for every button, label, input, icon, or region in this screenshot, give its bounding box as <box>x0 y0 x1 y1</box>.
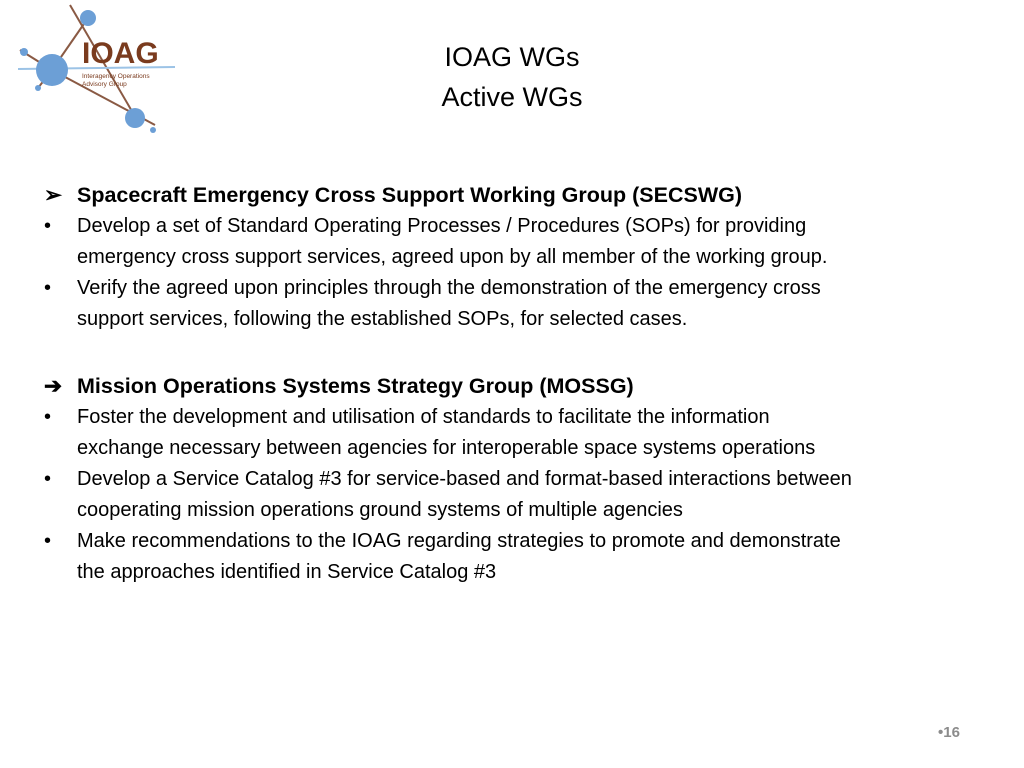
section-mossg <box>44 371 852 588</box>
slide-subtitle: Active WGs <box>441 82 583 112</box>
list-item-text: exchange necessary between agencies for interoperable space systems operations <box>77 437 816 459</box>
list-item <box>44 242 827 273</box>
page-number: •16 <box>938 724 960 741</box>
bullet: • <box>44 406 52 428</box>
list-item-text: Develop a set of Standard Operating Processes / Procedures (SOPs) for providing <box>77 215 807 237</box>
list-item-text: Make recommendations to the IOAG regarding strategies to promote and demonstrate <box>77 530 841 552</box>
list-item-text: Verify the agreed upon principles through the demonstration of the emergency cross <box>77 277 821 299</box>
list-item-text: emergency cross support services, agreed upon by all member of the working group. <box>77 246 828 268</box>
list-item <box>44 304 827 335</box>
list-item <box>44 402 852 433</box>
list-item <box>44 211 827 242</box>
list-item-text: Foster the development and utilisation of standards to facilitate the information <box>77 406 770 428</box>
bullet: • <box>44 215 52 237</box>
arrow-right-icon: ➔ <box>44 374 63 398</box>
list-item <box>44 464 852 495</box>
list-item <box>44 495 852 526</box>
svg-text:Advisory Group: Advisory Group <box>82 81 127 88</box>
svg-text:Interagency Operations: Interagency Operations <box>82 73 150 80</box>
list-item <box>44 526 852 557</box>
section-heading <box>44 180 827 211</box>
list-item-text: cooperating mission operations ground systems of multiple agencies <box>77 499 683 521</box>
bullet: • <box>44 277 52 299</box>
list-item-text: support services, following the established SOPs, for selected cases. <box>77 308 688 330</box>
bullet: • <box>44 530 52 552</box>
slide-title: IOAG WGs <box>444 42 580 72</box>
list-item <box>44 433 852 464</box>
svg-text:IOAG: IOAG <box>82 37 159 70</box>
list-item-text: the approaches identified in Service Catalog #3 <box>77 561 497 583</box>
arrowhead-bullet-icon: ➢ <box>44 183 63 207</box>
section-heading <box>44 371 852 402</box>
list-item <box>44 273 827 304</box>
heading-text: Spacecraft Emergency Cross Support Working Group (SECSWG) <box>77 183 743 207</box>
list-item <box>44 557 852 588</box>
section-secswg <box>44 180 827 335</box>
bullet: • <box>44 468 52 490</box>
list-item-text: Develop a Service Catalog #3 for service-based and format-based interactions between <box>77 468 852 490</box>
heading-text: Mission Operations Systems Strategy Group (MOSSG) <box>77 374 634 398</box>
